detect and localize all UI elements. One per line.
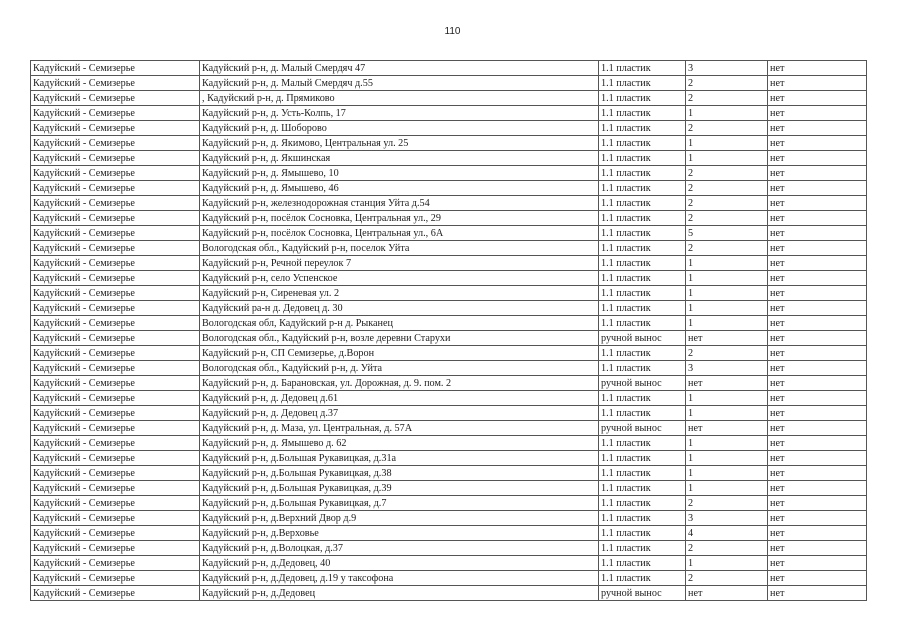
table-row [31, 166, 867, 181]
container-type-cell: ручной вынос [599, 586, 686, 601]
container-count-cell: 1 [686, 301, 768, 316]
flag-cell: нет [768, 91, 867, 106]
table-row [31, 106, 867, 121]
table-row [31, 496, 867, 511]
container-count-cell: 2 [686, 211, 768, 226]
container-type-cell: 1.1 пластик [599, 91, 686, 106]
container-count-cell: 1 [686, 151, 768, 166]
container-count-cell: 2 [686, 76, 768, 91]
flag-cell: нет [768, 196, 867, 211]
flag-cell: нет [768, 61, 867, 76]
flag-cell: нет [768, 586, 867, 601]
container-type-cell: 1.1 пластик [599, 211, 686, 226]
container-count-cell: 2 [686, 496, 768, 511]
address-cell: Кадуйский р-н, д. Усть-Колпь, 17 [200, 106, 599, 121]
table-row [31, 376, 867, 391]
flag-cell: нет [768, 166, 867, 181]
container-type-cell: 1.1 пластик [599, 256, 686, 271]
container-count-cell: 4 [686, 526, 768, 541]
flag-cell: нет [768, 526, 867, 541]
table-row [31, 391, 867, 406]
container-count-cell: нет [686, 586, 768, 601]
table-row [31, 466, 867, 481]
address-cell: Кадуйский р-н, д. Якшинская [200, 151, 599, 166]
flag-cell: нет [768, 136, 867, 151]
flag-cell: нет [768, 76, 867, 91]
container-type-cell: 1.1 пластик [599, 106, 686, 121]
container-type-cell: 1.1 пластик [599, 76, 686, 91]
container-type-cell: 1.1 пластик [599, 406, 686, 421]
flag-cell: нет [768, 286, 867, 301]
address-cell: Кадуйский р-н, д. Дедовец д.61 [200, 391, 599, 406]
table-row [31, 556, 867, 571]
address-cell: Кадуйский р-н, д.Дедовец [200, 586, 599, 601]
district-cell: Кадуйский - Семизерье [31, 256, 200, 271]
address-cell: Вологодская обл., Кадуйский р-н, д. Уйта [200, 361, 599, 376]
district-cell: Кадуйский - Семизерье [31, 481, 200, 496]
container-type-cell: 1.1 пластик [599, 181, 686, 196]
container-count-cell: 2 [686, 121, 768, 136]
table-row [31, 421, 867, 436]
district-cell: Кадуйский - Семизерье [31, 496, 200, 511]
address-cell: Кадуйский р-н, д.Большая Рукавицкая, д.7 [200, 496, 599, 511]
table-row [31, 256, 867, 271]
container-count-cell: 1 [686, 466, 768, 481]
table-row [31, 61, 867, 76]
district-cell: Кадуйский - Семизерье [31, 526, 200, 541]
district-cell: Кадуйский - Семизерье [31, 451, 200, 466]
table-row [31, 136, 867, 151]
district-cell: Кадуйский - Семизерье [31, 556, 200, 571]
district-cell: Кадуйский - Семизерье [31, 511, 200, 526]
container-type-cell: 1.1 пластик [599, 436, 686, 451]
container-count-cell: 2 [686, 571, 768, 586]
container-count-cell: 3 [686, 61, 768, 76]
district-cell: Кадуйский - Семизерье [31, 361, 200, 376]
container-count-cell: 2 [686, 241, 768, 256]
container-count-cell: 3 [686, 361, 768, 376]
container-count-cell: 1 [686, 391, 768, 406]
container-count-cell: нет [686, 331, 768, 346]
district-cell: Кадуйский - Семизерье [31, 301, 200, 316]
container-count-cell: 2 [686, 541, 768, 556]
flag-cell: нет [768, 106, 867, 121]
container-type-cell: 1.1 пластик [599, 556, 686, 571]
container-count-cell: нет [686, 376, 768, 391]
address-cell: Кадуйский р-н, д. Ямышево д. 62 [200, 436, 599, 451]
address-cell: Кадуйский р-н, д.Верховье [200, 526, 599, 541]
registry-table-body [31, 61, 867, 601]
flag-cell: нет [768, 391, 867, 406]
container-type-cell: 1.1 пластик [599, 511, 686, 526]
container-type-cell: 1.1 пластик [599, 286, 686, 301]
table-row [31, 196, 867, 211]
container-count-cell: 2 [686, 91, 768, 106]
container-type-cell: ручной вынос [599, 421, 686, 436]
flag-cell: нет [768, 271, 867, 286]
flag-cell: нет [768, 346, 867, 361]
table-row [31, 481, 867, 496]
flag-cell: нет [768, 226, 867, 241]
address-cell: Вологодская обл, Кадуйский р-н д. Рыканец [200, 316, 599, 331]
registry-table [30, 60, 867, 601]
district-cell: Кадуйский - Семизерье [31, 271, 200, 286]
flag-cell: нет [768, 406, 867, 421]
container-count-cell: 1 [686, 436, 768, 451]
container-type-cell: 1.1 пластик [599, 196, 686, 211]
container-type-cell: 1.1 пластик [599, 136, 686, 151]
district-cell: Кадуйский - Семизерье [31, 466, 200, 481]
table-row [31, 436, 867, 451]
flag-cell: нет [768, 331, 867, 346]
container-type-cell: 1.1 пластик [599, 316, 686, 331]
container-count-cell: 1 [686, 106, 768, 121]
container-count-cell: 2 [686, 346, 768, 361]
table-row [31, 346, 867, 361]
address-cell: Вологодская обл., Кадуйский р-н, поселок Уйта [200, 241, 599, 256]
district-cell: Кадуйский - Семизерье [31, 406, 200, 421]
flag-cell: нет [768, 481, 867, 496]
table-row [31, 91, 867, 106]
table-row [31, 226, 867, 241]
district-cell: Кадуйский - Семизерье [31, 61, 200, 76]
table-row [31, 451, 867, 466]
container-type-cell: 1.1 пластик [599, 121, 686, 136]
flag-cell: нет [768, 541, 867, 556]
address-cell: Кадуйский р-н, железнодорожная станция Уйта д.54 [200, 196, 599, 211]
address-cell: Кадуйский р-н, д. Барановская, ул. Дорожная, д. 9. пом. 2 [200, 376, 599, 391]
address-cell: Кадуйский р-н, д. Ямышево, 10 [200, 166, 599, 181]
flag-cell: нет [768, 376, 867, 391]
table-row [31, 406, 867, 421]
container-type-cell: ручной вынос [599, 376, 686, 391]
flag-cell: нет [768, 466, 867, 481]
district-cell: Кадуйский - Семизерье [31, 331, 200, 346]
container-type-cell: 1.1 пластик [599, 451, 686, 466]
address-cell: Кадуйский р-н, д.Большая Рукавицкая, д.38 [200, 466, 599, 481]
district-cell: Кадуйский - Семизерье [31, 316, 200, 331]
table-row [31, 541, 867, 556]
container-count-cell: 1 [686, 451, 768, 466]
container-count-cell: 1 [686, 286, 768, 301]
container-count-cell: 1 [686, 271, 768, 286]
address-cell: Кадуйский р-н, д.Дедовец, 40 [200, 556, 599, 571]
district-cell: Кадуйский - Семизерье [31, 421, 200, 436]
district-cell: Кадуйский - Семизерье [31, 196, 200, 211]
flag-cell: нет [768, 316, 867, 331]
container-type-cell: 1.1 пластик [599, 241, 686, 256]
address-cell: Кадуйский р-н, посёлок Сосновка, Центральная ул., 6А [200, 226, 599, 241]
table-row [31, 331, 867, 346]
address-cell: Кадуйский р-н, Речной переулок 7 [200, 256, 599, 271]
container-type-cell: 1.1 пластик [599, 391, 686, 406]
district-cell: Кадуйский - Семизерье [31, 226, 200, 241]
container-type-cell: 1.1 пластик [599, 226, 686, 241]
address-cell: Вологодская обл., Кадуйский р-н, возле деревни Старухи [200, 331, 599, 346]
address-cell: Кадуйский р-н, д.Волоцкая, д.37 [200, 541, 599, 556]
flag-cell: нет [768, 451, 867, 466]
district-cell: Кадуйский - Семизерье [31, 136, 200, 151]
address-cell: Кадуйский р-н, д. Дедовец д.37 [200, 406, 599, 421]
container-count-cell: 1 [686, 406, 768, 421]
district-cell: Кадуйский - Семизерье [31, 541, 200, 556]
address-cell: Кадуйский р-н, д. Ямышево, 46 [200, 181, 599, 196]
address-cell: , Кадуйский р-н, д. Прямиково [200, 91, 599, 106]
container-count-cell: 1 [686, 316, 768, 331]
container-type-cell: 1.1 пластик [599, 271, 686, 286]
district-cell: Кадуйский - Семизерье [31, 106, 200, 121]
container-count-cell: 1 [686, 136, 768, 151]
district-cell: Кадуйский - Семизерье [31, 346, 200, 361]
table-row [31, 151, 867, 166]
address-cell: Кадуйский р-н, д.Верхний Двор д.9 [200, 511, 599, 526]
address-cell: Кадуйский ра-н д. Дедовец д. 30 [200, 301, 599, 316]
container-count-cell: 2 [686, 196, 768, 211]
container-count-cell: 2 [686, 166, 768, 181]
district-cell: Кадуйский - Семизерье [31, 166, 200, 181]
district-cell: Кадуйский - Семизерье [31, 586, 200, 601]
flag-cell: нет [768, 556, 867, 571]
table-row [31, 571, 867, 586]
container-type-cell: 1.1 пластик [599, 361, 686, 376]
address-cell: Кадуйский р-н, посёлок Сосновка, Центральная ул., 29 [200, 211, 599, 226]
container-type-cell: 1.1 пластик [599, 496, 686, 511]
page-number: 110 [444, 26, 461, 37]
address-cell: Кадуйский р-н, д. Маза, ул. Центральная, д. 57А [200, 421, 599, 436]
district-cell: Кадуйский - Семизерье [31, 376, 200, 391]
flag-cell: нет [768, 571, 867, 586]
table-row [31, 286, 867, 301]
district-cell: Кадуйский - Семизерье [31, 571, 200, 586]
flag-cell: нет [768, 181, 867, 196]
container-type-cell: 1.1 пластик [599, 541, 686, 556]
container-type-cell: 1.1 пластик [599, 301, 686, 316]
container-type-cell: 1.1 пластик [599, 151, 686, 166]
address-cell: Кадуйский р-н, д. Малый Смердяч 47 [200, 61, 599, 76]
container-count-cell: 1 [686, 256, 768, 271]
flag-cell: нет [768, 421, 867, 436]
table-row [31, 121, 867, 136]
flag-cell: нет [768, 151, 867, 166]
container-count-cell: 1 [686, 556, 768, 571]
container-count-cell: 5 [686, 226, 768, 241]
table-row [31, 586, 867, 601]
table-row [31, 526, 867, 541]
district-cell: Кадуйский - Семизерье [31, 436, 200, 451]
address-cell: Кадуйский р-н, СП Семизерье, д.Ворон [200, 346, 599, 361]
table-row [31, 241, 867, 256]
container-type-cell: ручной вынос [599, 331, 686, 346]
flag-cell: нет [768, 121, 867, 136]
address-cell: Кадуйский р-н, д. Малый Смердяч д.55 [200, 76, 599, 91]
flag-cell: нет [768, 436, 867, 451]
flag-cell: нет [768, 301, 867, 316]
flag-cell: нет [768, 511, 867, 526]
table-row [31, 271, 867, 286]
district-cell: Кадуйский - Семизерье [31, 76, 200, 91]
district-cell: Кадуйский - Семизерье [31, 91, 200, 106]
district-cell: Кадуйский - Семизерье [31, 181, 200, 196]
address-cell: Кадуйский р-н, д. Якимово, Центральная ул. 25 [200, 136, 599, 151]
district-cell: Кадуйский - Семизерье [31, 286, 200, 301]
table-row [31, 76, 867, 91]
district-cell: Кадуйский - Семизерье [31, 121, 200, 136]
container-count-cell: 2 [686, 181, 768, 196]
address-cell: Кадуйский р-н, д.Дедовец, д.19 у таксофона [200, 571, 599, 586]
container-type-cell: 1.1 пластик [599, 166, 686, 181]
flag-cell: нет [768, 256, 867, 271]
flag-cell: нет [768, 496, 867, 511]
district-cell: Кадуйский - Семизерье [31, 241, 200, 256]
address-cell: Кадуйский р-н, село Успенское [200, 271, 599, 286]
container-type-cell: 1.1 пластик [599, 346, 686, 361]
address-cell: Кадуйский р-н, д. Шоборово [200, 121, 599, 136]
table-row [31, 181, 867, 196]
table-row [31, 316, 867, 331]
address-cell: Кадуйский р-н, д.Большая Рукавицкая, д.39 [200, 481, 599, 496]
container-type-cell: 1.1 пластик [599, 526, 686, 541]
container-type-cell: 1.1 пластик [599, 61, 686, 76]
container-count-cell: 3 [686, 511, 768, 526]
district-cell: Кадуйский - Семизерье [31, 151, 200, 166]
district-cell: Кадуйский - Семизерье [31, 391, 200, 406]
address-cell: Кадуйский р-н, д.Большая Рукавицкая, д.31а [200, 451, 599, 466]
container-count-cell: нет [686, 421, 768, 436]
flag-cell: нет [768, 211, 867, 226]
table-row [31, 511, 867, 526]
container-count-cell: 1 [686, 481, 768, 496]
table-row [31, 211, 867, 226]
container-type-cell: 1.1 пластик [599, 481, 686, 496]
district-cell: Кадуйский - Семизерье [31, 211, 200, 226]
flag-cell: нет [768, 361, 867, 376]
table-row [31, 301, 867, 316]
container-type-cell: 1.1 пластик [599, 466, 686, 481]
table-row [31, 361, 867, 376]
address-cell: Кадуйский р-н, Сиреневая ул. 2 [200, 286, 599, 301]
flag-cell: нет [768, 241, 867, 256]
container-type-cell: 1.1 пластик [599, 571, 686, 586]
